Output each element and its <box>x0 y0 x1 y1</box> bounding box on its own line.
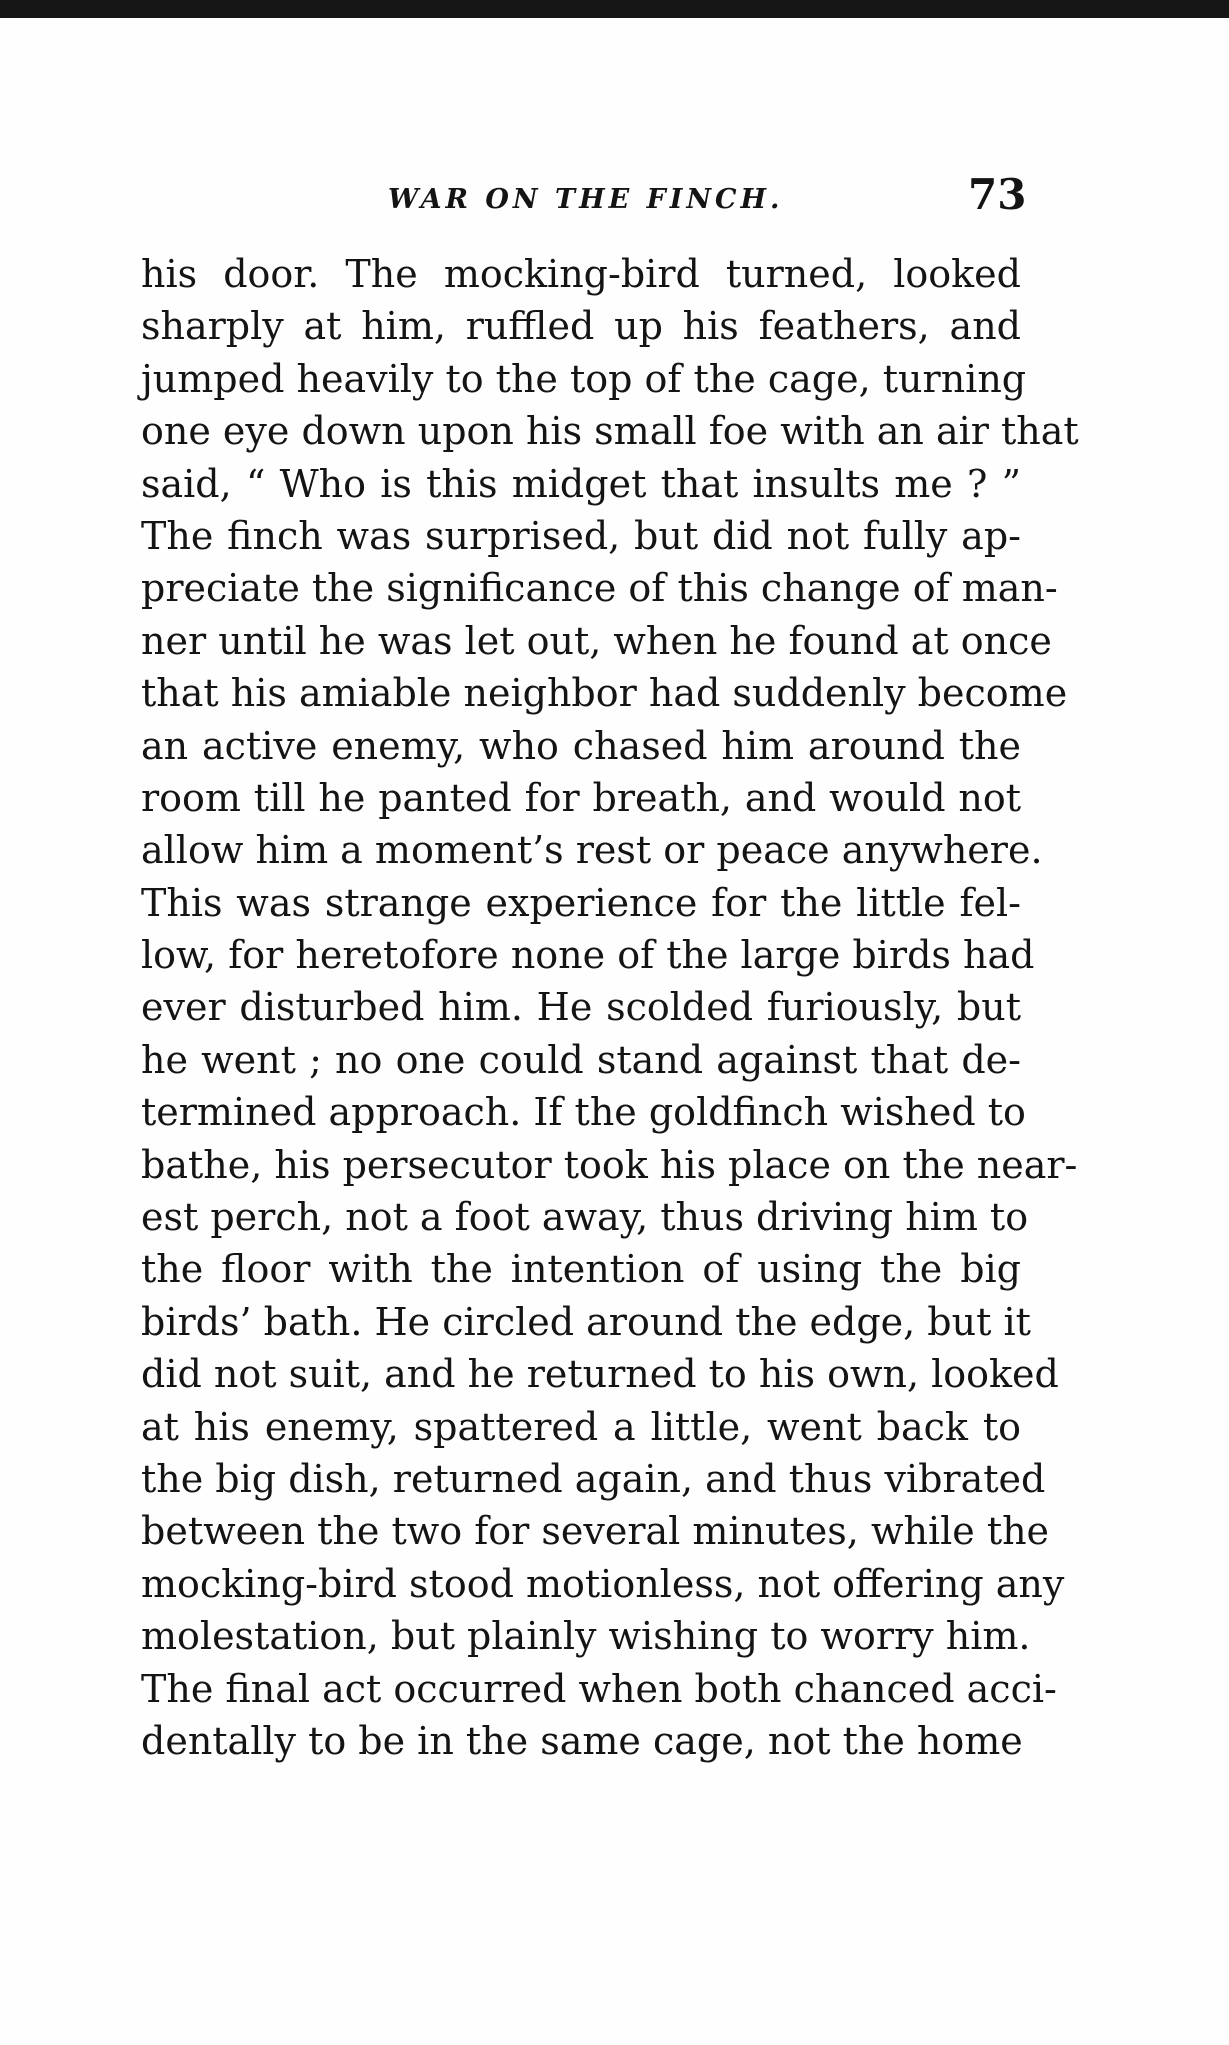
running-head-title: WAR ON THE FINCH. <box>388 184 784 215</box>
text-line: dentally to be in the same cage, not the home <box>141 1718 1023 1763</box>
body-text <box>141 248 1079 1767</box>
text-line: The finch was surprised, but did not fully ap- <box>141 513 1021 558</box>
text-line: the floor with the intention of using the big <box>141 1247 1021 1292</box>
text-line: did not suit, and he returned to his own, looked <box>141 1352 1059 1397</box>
text-line: room till he panted for breath, and would not <box>141 775 1021 820</box>
text-line: his door. The mocking-bird turned, looked <box>141 252 1021 296</box>
text-line: sharply at him, ruffled up his feathers, and <box>141 304 1021 349</box>
text-line: mocking-bird stood motionless, not offering any <box>141 1561 1065 1606</box>
text-line: termined approach. If the goldfinch wished to <box>141 1090 1026 1135</box>
text-line: This was strange experience for the little fel- <box>141 880 1021 925</box>
top-edge-rule <box>0 0 1229 18</box>
text-line: an active enemy, who chased him around the <box>141 723 1021 768</box>
text-line: between the two for several minutes, while the <box>141 1509 1050 1554</box>
text-line: molestation, but plainly wishing to worry him. <box>141 1614 1031 1659</box>
text-line: preciate the significance of this change of man- <box>141 566 1058 611</box>
text-line: allow him a moment’s rest or peace anywhere. <box>141 828 1043 873</box>
text-line: ner until he was let out, when he found at once <box>141 618 1052 663</box>
text-line: The final act occurred when both chanced acci- <box>141 1666 1057 1711</box>
text-line: said, “ Who is this midget that insults me ? ” <box>141 461 1021 506</box>
text-line: jumped heavily to the top of the cage, turning <box>141 356 1027 401</box>
text-line: the big dish, returned again, and thus vibrated <box>141 1456 1046 1501</box>
text-line: ever disturbed him. He scolded furiously, but <box>141 985 1021 1030</box>
text-line: bathe, his persecutor took his place on the near- <box>141 1142 1078 1187</box>
text-line: low, for heretofore none of the large birds had <box>141 933 1035 978</box>
text-line: at his enemy, spattered a little, went back to <box>141 1404 1021 1449</box>
text-line: one eye down upon his small foe with an air that <box>141 409 1079 454</box>
text-line: est perch, not a foot away, thus driving him to <box>141 1195 1029 1240</box>
text-line: birds’ bath. He circled around the edge, but it <box>141 1299 1031 1344</box>
page-number: 73 <box>968 170 1027 219</box>
text-line: that his amiable neighbor had suddenly become <box>141 671 1068 716</box>
text-line: he went ; no one could stand against that de- <box>141 1037 1021 1082</box>
